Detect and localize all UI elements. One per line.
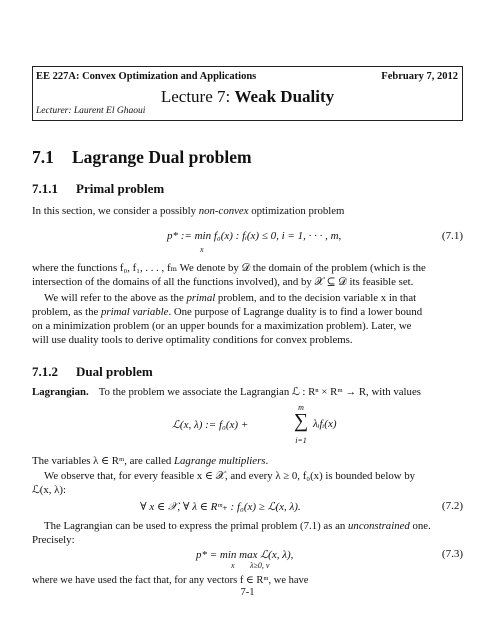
- paragraph-primal-line3: on a minimization problem (or an upper bounds for a maximization problem). Later, we: [32, 320, 412, 332]
- equation-lagrangian-rhs: λᵢfᵢ(x): [313, 418, 337, 430]
- paragraph-primal-line4: will use duality tools to derive optimality conditions for convex problems.: [32, 334, 353, 346]
- subsection-heading-dual: [32, 364, 153, 380]
- paragraph-lagrangian: Lagrangian. To the problem we associate the Lagrangian ℒ : Rⁿ × Rᵐ → R, with values: [32, 386, 421, 398]
- paragraph-domain-line1: where the functions f₀, f₁, . . . , fₘ We denote by 𝒟 the domain of the problem (which is the: [32, 262, 426, 274]
- lecture-topic: Weak Duality: [234, 87, 335, 106]
- sum-upper-limit: m: [298, 403, 304, 412]
- paragraph-unconstrained-line1: The Lagrangian can be used to express the primal problem (7.1) as an unconstrained one.: [44, 520, 431, 532]
- paragraph-domain-line2: intersection of the domains of all the functions involved), and by 𝒳 ⊆ 𝒟 its feasible set.: [32, 276, 414, 288]
- paragraph-intro: In this section, we consider a possibly non-convex optimization problem: [32, 205, 345, 217]
- equation-number-7-3: (7.3): [441, 548, 463, 560]
- sum-lower-limit: i=1: [295, 436, 307, 445]
- paragraph-primal-line1: We will refer to the above as the primal problem, and to the decision variable x in that: [44, 292, 417, 304]
- lagrangian-label: Lagrangian.: [32, 386, 89, 398]
- equation-lagrangian-lhs: ℒ(x, λ) := f₀(x) +: [172, 419, 249, 431]
- lecturer-name: Lecturer: Laurent El Ghaoui: [36, 106, 146, 116]
- section-heading: [32, 147, 252, 168]
- equation-7-2: ∀ x ∈ 𝒳, ∀ λ ∈ Rᵐ₊ : f₀(x) ≥ ℒ(x, λ).: [140, 501, 301, 513]
- equation-7-1: p* := min f₀(x) : fᵢ(x) ≤ 0, i = 1, · · · , m,: [167, 230, 342, 242]
- paragraph-bound-line2: ℒ(x, λ):: [32, 484, 66, 496]
- lecture-date: February 7, 2012: [381, 71, 458, 82]
- section-number: 7.1: [32, 147, 54, 167]
- equation-number-7-1: (7.1): [441, 230, 463, 242]
- sum-symbol: ∑: [293, 410, 309, 432]
- equation-7-1-subscript: x: [200, 245, 204, 254]
- page-number: 7-1: [240, 587, 255, 598]
- lecture-title: [33, 87, 462, 107]
- equation-number-7-2: (7.2): [441, 500, 463, 512]
- subsection-heading-primal: [32, 181, 164, 197]
- lecture-prefix: Lecture 7:: [160, 87, 235, 106]
- equation-7-3-max-subscript: λ≥0, ν: [250, 561, 270, 570]
- paragraph-fact: where we have used the fact that, for any vectors f ∈ Rᵐ, we have: [32, 575, 309, 586]
- paragraph-bound-line1: We observe that, for every feasible x ∈ 𝒳, and every λ ≥ 0, f₀(x) is bounded below by: [44, 470, 416, 482]
- equation-7-3: p* = min max ℒ(x, λ),: [196, 549, 294, 561]
- subsection-number: 7.1.1: [32, 181, 58, 196]
- paragraph-primal-line2: problem, as the primal variable. One purpose of Lagrange duality is to find a lower bound: [32, 306, 423, 318]
- subsection-title: Dual problem: [76, 364, 153, 379]
- paragraph-unconstrained-line2: Precisely:: [32, 534, 75, 546]
- subsection-number: 7.1.2: [32, 364, 58, 379]
- subsection-title: Primal problem: [76, 181, 165, 196]
- paragraph-multipliers: The variables λ ∈ Rᵐ, are called Lagrange multipliers.: [32, 455, 269, 467]
- lecture-header-box: [32, 66, 463, 121]
- section-title: Lagrange Dual problem: [72, 147, 252, 167]
- equation-7-3-min-subscript: x: [231, 561, 235, 570]
- emphasis-non-convex: non-convex: [198, 205, 249, 217]
- course-title: EE 227A: Convex Optimization and Applications: [36, 71, 257, 82]
